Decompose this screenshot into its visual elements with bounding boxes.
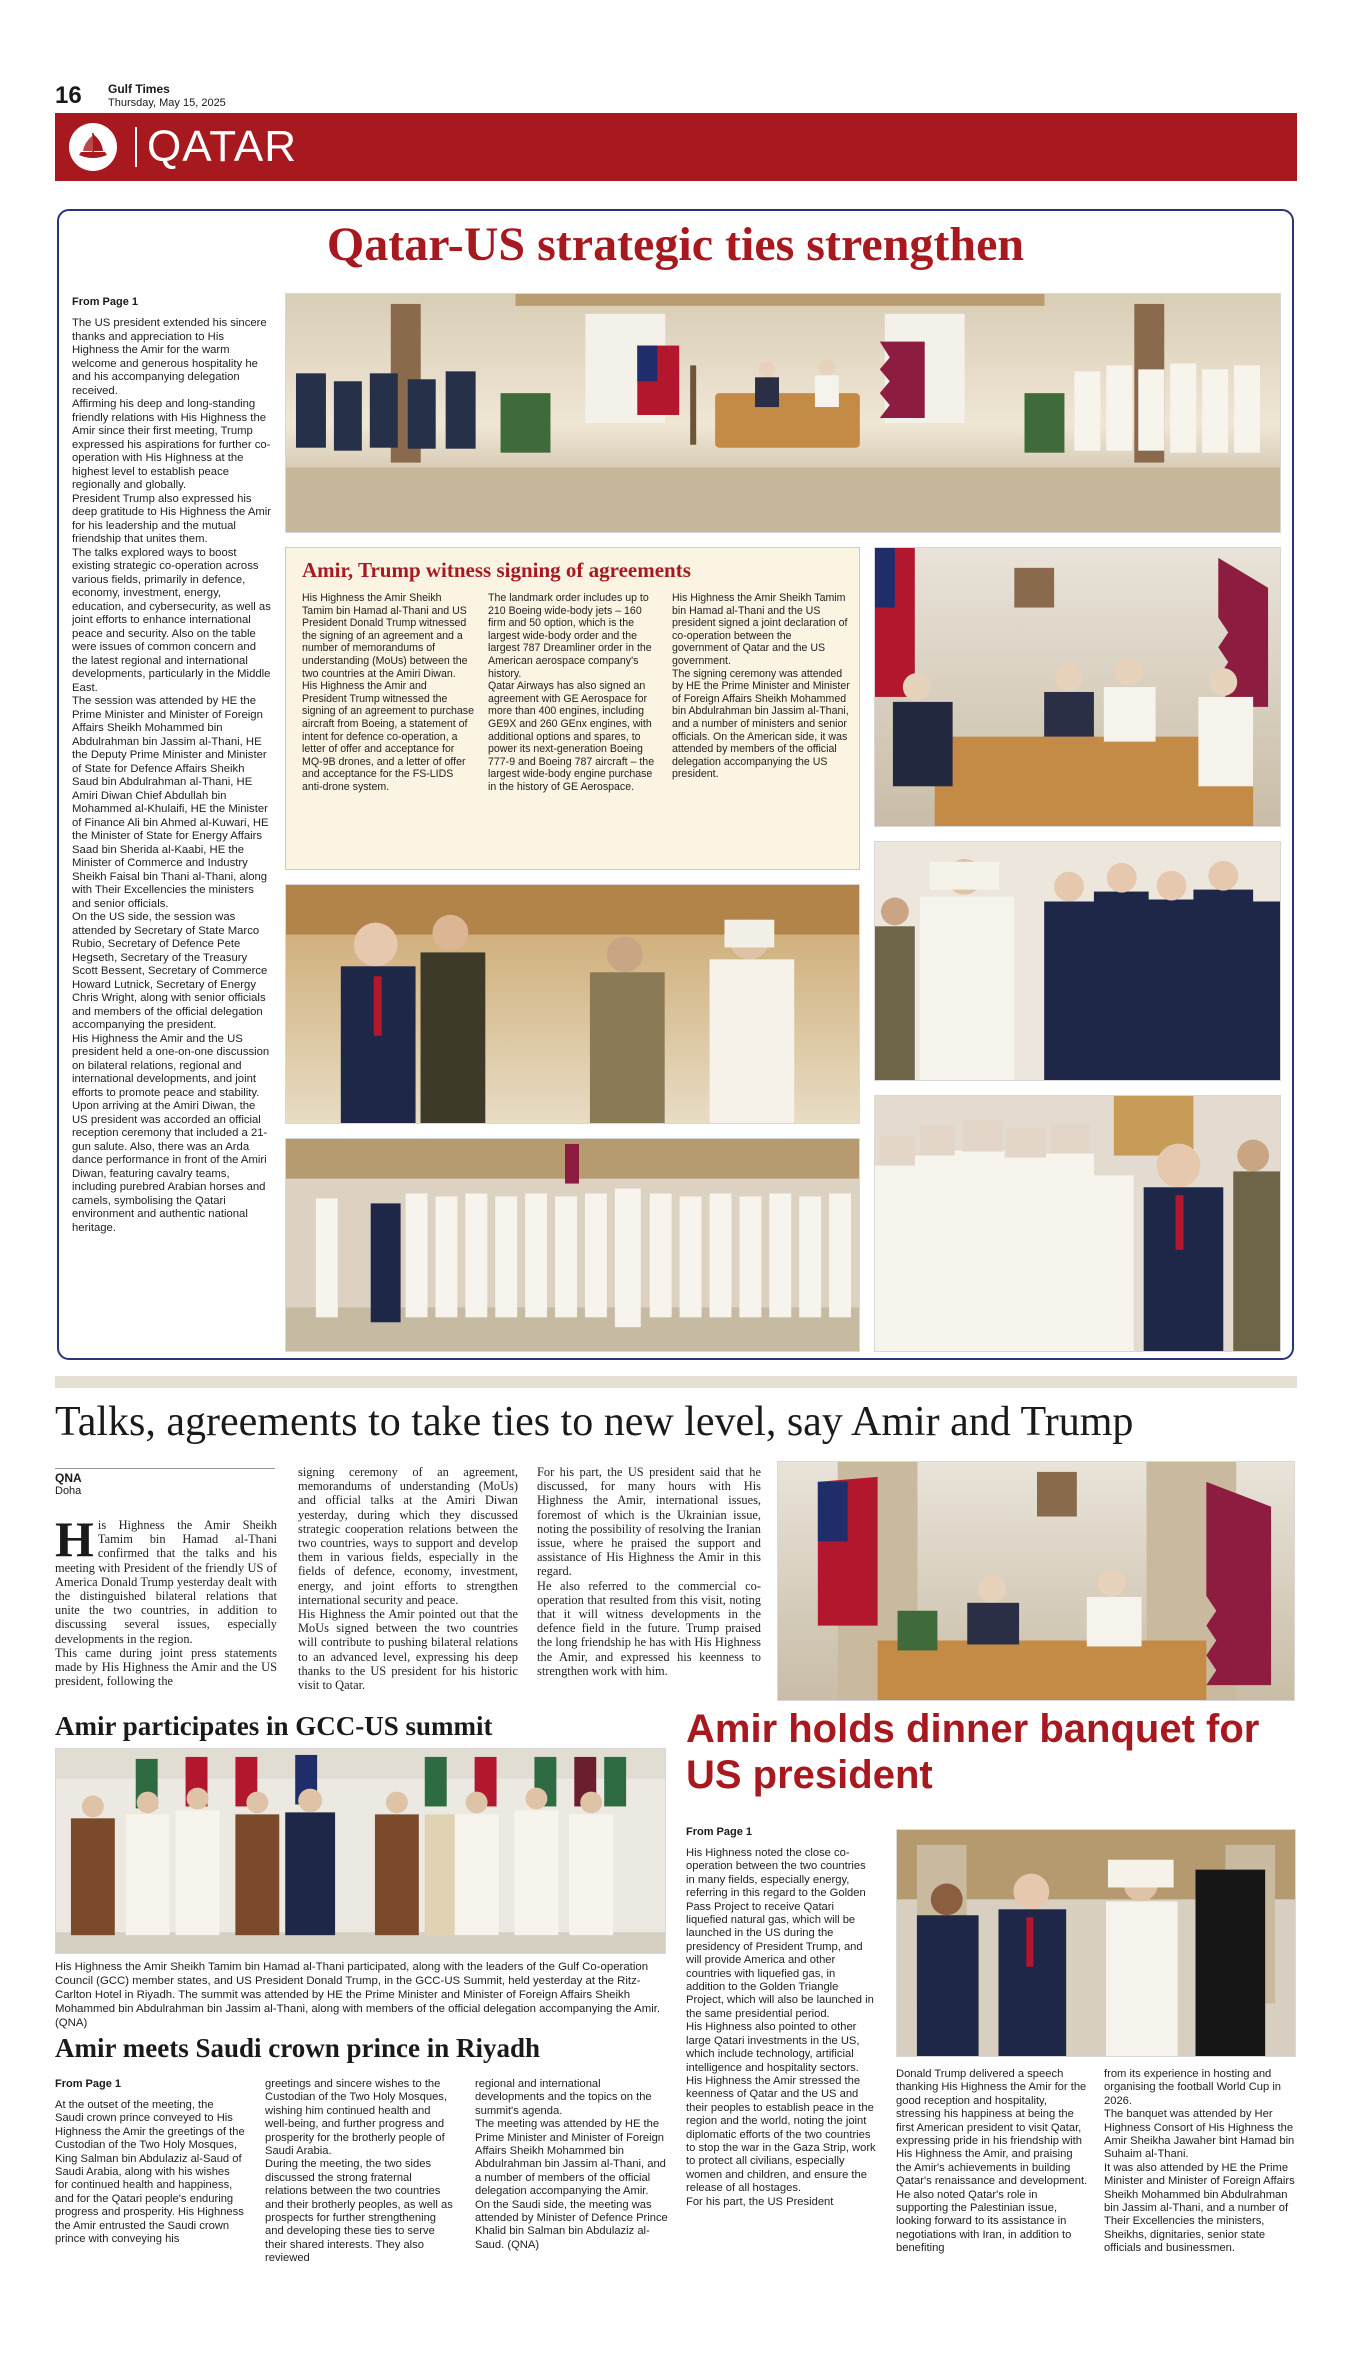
banner-divider bbox=[135, 127, 137, 167]
saudi-headline: Amir meets Saudi crown prince in Riyadh bbox=[55, 2033, 541, 2063]
saudi-col-3: regional and international developments and the topics on the summit's agenda. The meeting was attended by HE the Prime Minister and Minister of Foreign Affairs Sheikh Mohammed bin Abdulrahman bin Jassim al-Thani, and a number of members of the official delegation accompanying the Amir. On the Saudi side, the meeting was attended by Minister of Defence Prince Khalid bin Salman bin Abdulaziz al-Saud. (QNA) bbox=[475, 2078, 668, 2251]
photo-salute bbox=[285, 884, 860, 1124]
saudi-from-page: From Page 1 bbox=[55, 2078, 122, 2090]
talks-col-1-wrap bbox=[55, 1511, 277, 1706]
photo-talks-signing bbox=[777, 1461, 1295, 1701]
section-title: QATAR bbox=[147, 122, 298, 171]
dhow-icon bbox=[69, 123, 117, 171]
saudi-col-2: greetings and sincere wishes to the Custodian of the Two Holy Mosques, wishing him continued health and well-being, and further progress and prosperity for the brotherly people of Saudi Arabia. During the meeting, the two sides discussed the strong fraternal relations between the two countries and their brotherly peoples, as well as prospects for further strengthening and developing these ties to serve their shared interests. They also reviewed bbox=[265, 2078, 453, 2265]
dinner-col-1: His Highness noted the close co-operation between the two countries in many fields, especially energy, referring in this regard to the Golden Pass Project to receive Qatari liquefied natural gas, which will be launched in the US during the presidency of President Trump, and will provide America and other countries with liquefied gas, in addition to the Golden Triangle Project, which will also be launched in the same presidential period. His Highness also pointed to other large Qatari investments in the US, which include technology, artificial intelligence and hospitality sectors. His Highness the Amir stressed the keenness of Qatar and the US and their peoples to establish peace in the region and the world, noting the joint diplomatic efforts of the two countries to stop the war in the Gaza Strip, work to protect all civilians, especially women and children, and ensure the release of all hostages. For his part, the US President bbox=[686, 1847, 876, 2208]
dinner-col-1-wrap bbox=[686, 1826, 876, 2299]
agreements-col-1: His Highness the Amir Sheikh Tamim bin Hamad al-Thani and US President Donald Trump witnessed the signing of an agreement and a number of memorandums of understanding (MoUs) between the two countries at the Amiri Diwan. His Highness the Amir and President Trump witnessed the signing of an agreement to purchase aircraft from Boeing, a statement of intent for defence co-operation, a letter of offer and acceptance for MQ-9B drones, and a letter of offer and acceptance for the FS-LIDS anti-drone system. bbox=[302, 592, 474, 793]
saudi-col-1-wrap bbox=[55, 2078, 245, 2299]
dinner-col-3: from its experience in hosting and organising the football World Cup in 2026. The banquet was attended by Her Highness Consort of His Highness the Amir Sheikha Jawaher bint Hamad bin Suhaim al-Thani. It was also attended by HE the Prime Minister and Minister of Foreign Affairs Sheikh Mohammed bin Abdulrahman bin Jassim al-Thani, and a number of Their Excellencies the ministers, Sheikhs, dignitaries, senior state officials and businessmen. bbox=[1104, 2068, 1295, 2255]
photo-arda-performance bbox=[285, 1138, 860, 1352]
agreements-col-3: His Highness the Amir Sheikh Tamim bin Hamad al-Thani and the US president signed a joint declaration of co-operation between the government of Qatar and the US government. The signing ceremony was attended by HE the Prime Minister and Minister of Foreign Affairs Sheikh Mohammed bin Abdulrahman bin Jassim al-Thani, and a number of ministers and senior officials. On the American side, it was attended by members of the official delegation accompanying the US president. bbox=[672, 592, 850, 781]
page-number: 16 bbox=[55, 82, 82, 109]
photo-majlis-meeting bbox=[285, 293, 1281, 533]
photo-dinner-banquet bbox=[896, 1829, 1296, 2057]
gcc-caption: His Highness the Amir Sheikh Tamim bin Hamad al-Thani participated, along with the leaders of the Gulf Co-operation Council (GCC) member states, and US President Donald Trump, in the GCC-US Summit, held yesterday at the Ritz-Carlton Hotel in Riyadh. The summit was attended by HE the Prime Minister and Minister of Foreign Affairs Sheikh Mohammed bin Abdulrahman bin Jassim al-Thani, along with members of the official delegation accompanying the Amir. (QNA) bbox=[55, 1961, 661, 2029]
dinner-headline: Amir holds dinner banquet for US president bbox=[686, 1707, 1260, 1797]
masthead-name: Gulf Times bbox=[108, 82, 170, 96]
agreements-box bbox=[285, 547, 860, 870]
talks-col-3: For his part, the US president said that he discussed, for many hours with His Highness the Amir, international issues, foremost of which is the Ukrainian issue, noting the possibility of resolving the Iranian issue, where he praised the support and assistance of His Highness the Amir in this regard. He also referred to the commercial co-operation that resulted from this visit, noting that it will witness developments in the defence field in the future. Trump praised the long friendship he has with His Highness the Amir, and expressed his keenness to strengthen work with him. bbox=[537, 1465, 761, 1678]
top-story-headline: Qatar-US strategic ties strengthen bbox=[326, 218, 1025, 271]
agreements-headline: Amir, Trump witness signing of agreements bbox=[302, 558, 691, 582]
photo-gcc-summit bbox=[55, 1748, 666, 1954]
byline-agency: QNA bbox=[55, 1471, 82, 1485]
photo-handshake-amir-trump bbox=[874, 1095, 1281, 1352]
dropcap: H bbox=[55, 1511, 94, 1567]
photo-signing-ceremony bbox=[874, 547, 1281, 827]
saudi-col-1: At the outset of the meeting, the Saudi crown prince conveyed to His Highness the Amir the greetings of the Custodian of the Two Holy Mosques, King Salman bin Abdulaziz al-Saud of Saudi Arabia, along with his wishes for continued health and happiness, and for the Qatari people's enduring progress and prosperity. His Highness the Amir entrusted the Saudi crown prince with conveying his bbox=[55, 2099, 245, 2246]
top-story-body: The US president extended his sincere thanks and appreciation to His Highness the Amir for the warm welcome and generous hospitality he and his accompanying delegation received. Affirming his deep and long-standing friendly relations with His Highness the Amir since their first meeting, Trump expressed his aspirations for further co-operation with His Highness at the highest level to establish peace regionally and globally. President Trump also expressed his deep gratitude to His Highness the Amir for his leadership and the mutual friendship that unites them. The talks explored ways to boost existing strategic co-operation across various fields, primarily in defence, economy, investment, energy, education, and cybersecurity, as well as joint efforts to enhance international peace and security. Also on the table were issues of common concern and the latest regional and international developments, particularly in the Middle East. The session was attended by HE the Prime Minister and Minister of Foreign Affairs Sheikh Mohammed bin Abdulrahman bin Jassim al-Thani, HE the Deputy Prime Minister and Minister of State for Defence Affairs Sheikh Saud bin Abdulrahman al-Thani, HE Amiri Diwan Chief Abdullah bin Mohammed al-Khulaifi, HE the Minister of Finance Ali bin Ahmed al-Kuwari, HE the Minister of State for Energy Affairs Saad bin Sherida al-Kaabi, HE the Minister of Commerce and Industry Sheikh Faisal bin Thani al-Thani, along with Their Excellencies the ministers and senior officials. On the US side, the session was attended by Secretary of State Marco Rubio, Secretary of Defence Pete Hegseth, Secretary of the Treasury Scott Bessent, Secretary of Commerce Howard Lutnick, Secretary of Energy Chris Wright, along with senior officials and members of the official delegation accompanying the president. His Highness the Amir and the US president held a one-on-one discussion on bilateral relations, regional and international developments, and joint efforts to promote peace and stability. Upon arriving at the Amiri Diwan, the US president was accorded an official reception ceremony that included a 21-gun salute. Also, there was an Arda dance performance in front of the Amiri Diwan, featuring cavalry teams, including purebred Arabian horses and camels, symbolising the Qatari environment and authentic national heritage. bbox=[72, 317, 272, 1234]
section-divider bbox=[55, 1376, 1297, 1388]
section-banner bbox=[55, 113, 1297, 181]
top-story-body-column bbox=[72, 296, 272, 1351]
talks-headline: Talks, agreements to take ties to new level, say Amir and Trump bbox=[55, 1399, 1134, 1445]
from-page-label: From Page 1 bbox=[72, 296, 139, 308]
byline-place: Doha bbox=[55, 1485, 82, 1497]
talks-col-1: is Highness the Amir Sheikh Tamim bin Hamad al-Thani confirmed that the talks and his meeting with President of the friendly US of America Donald Trump yesterday dealt with the distinguished bilateral relations that unite the two countries, in addition to discussing several issues, especially developments in the region. This came during joint press statements made by His Highness the Amir and the US president, following the bbox=[55, 1518, 277, 1689]
talks-byline bbox=[55, 1468, 275, 1497]
gcc-headline: Amir participates in GCC-US summit bbox=[55, 1711, 493, 1741]
photo-handshake-delegation bbox=[874, 841, 1281, 1081]
dinner-col-2: Donald Trump delivered a speech thanking His Highness the Amir for the good reception and hospitality, stressing his happiness at being the first American president to visit Qatar, expressing pride in his friendship with His Highness the Amir, and praising the Amir's achievements in building Qatar's renaissance and development. He also noted Qatar's role in supporting the Palestinian issue, looking forward to its assistance in negotiations with Iran, in addition to benefiting bbox=[896, 2068, 1088, 2255]
publication-date: Thursday, May 15, 2025 bbox=[108, 97, 226, 109]
talks-col-2: signing ceremony of an agreement, memorandums of understanding (MoUs) and official talks at the Amiri Diwan yesterday, during which they discussed strategic cooperation relations between the two countries, ways to support and develop them in various fields, especially in the fields of defence, economy, investment, energy, and joint efforts to strengthen international security and peace. His Highness the Amir pointed out that the MoUs signed between the two countries will contribute to pushing bilateral relations to an advanced level, expressing his deep thanks to the US president for his historic visit to Qatar. bbox=[298, 1465, 518, 1693]
agreements-col-2: The landmark order includes up to 210 Boeing wide-body jets – 160 firm and 50 option, which is the largest wide-body order and the largest 787 Dreamliner order in the American aerospace company's history. Qatar Airways has also signed an agreement with GE Aerospace for more than 400 engines, including GE9X and 260 GEnx engines, with additional options and spares, to power its next-generation Boeing 777-9 and Boeing 787 aircraft – the largest wide-body engine purchase in the history of GE Aerospace. bbox=[488, 592, 655, 793]
dinner-from-page: From Page 1 bbox=[686, 1826, 753, 1838]
